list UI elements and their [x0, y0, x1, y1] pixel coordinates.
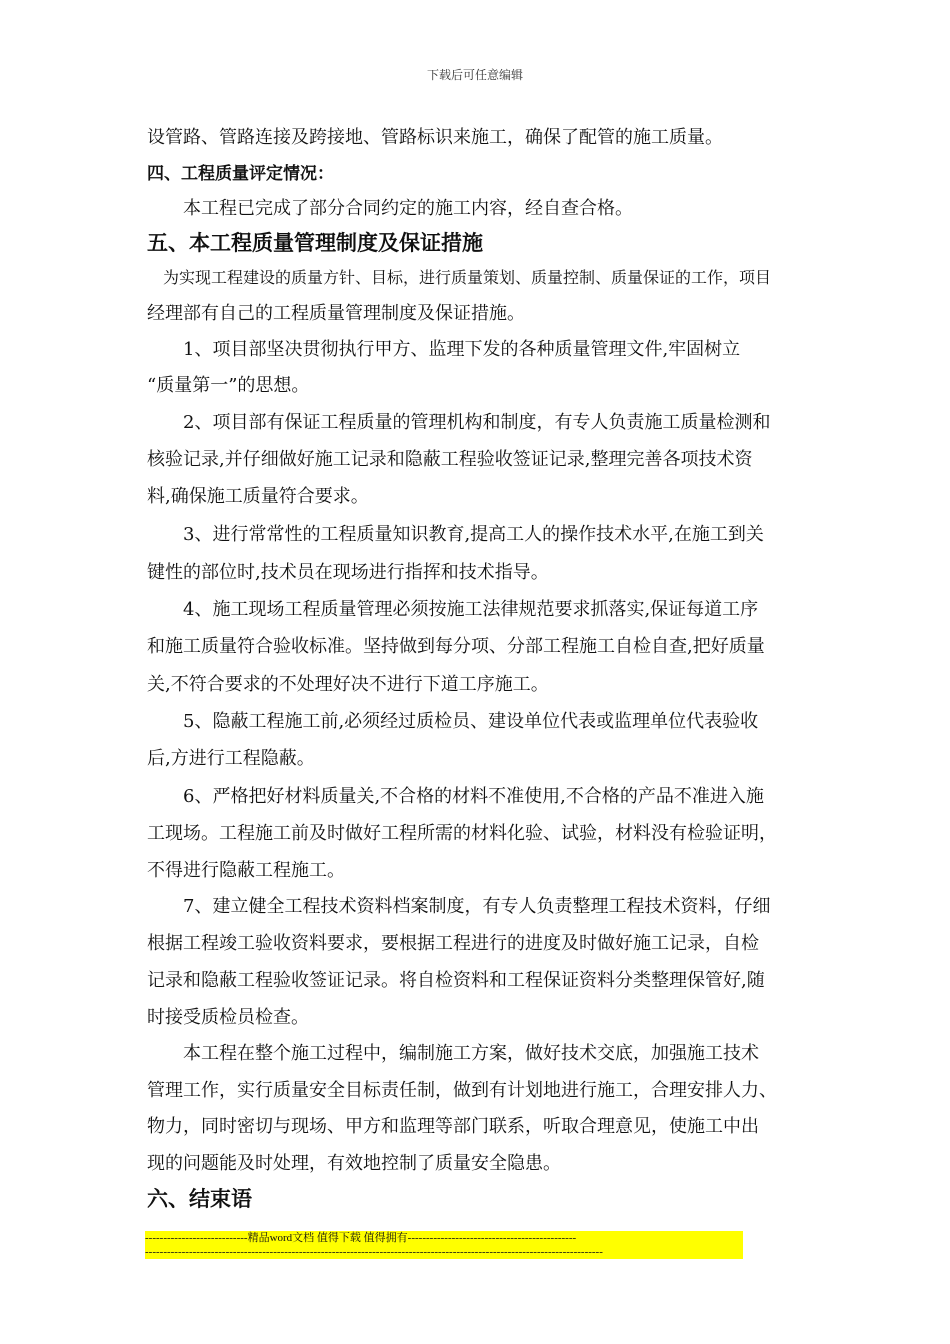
body-line: 工现场。工程施工前及时做好工程所需的材料化验、试验，材料没有检验证明，: [147, 823, 777, 844]
section-title: 五、本工程质量管理制度及保证措施: [147, 230, 483, 255]
list-item: 2、项目部有保证工程质量的管理机构和制度，有专人负责施工质量检测和: [147, 412, 771, 433]
body-line: “质量第一”的思想。: [147, 375, 310, 396]
footer-divider: -----------------------------------------------------------------------------------------------------------------------------: [145, 1245, 743, 1259]
body-line: 管理工作，实行质量安全目标责任制，做到有计划地进行施工，合理安排人力、: [147, 1080, 777, 1101]
page-header: 下载后可任意编辑: [426, 68, 523, 82]
body-line: 本工程在整个施工过程中，编制施工方案，做好技术交底，加强施工技术: [147, 1043, 759, 1064]
list-item: 1、项目部坚决贯彻执行甲方、监理下发的各种质量管理文件,牢固树立: [147, 339, 741, 360]
body-line: 经理部有自己的工程质量管理制度及保证措施。: [147, 303, 525, 324]
section-title: 六、结束语: [147, 1186, 252, 1211]
list-item: 6、严格把好材料质量关,不合格的材料不准使用,不合格的产品不准进入施: [147, 786, 764, 807]
body-line: 不得进行隐蔽工程施工。: [147, 860, 345, 881]
body-line: 设管路、管路连接及跨接地、管路标识来施工，确保了配管的施工质量。: [147, 127, 723, 148]
body-line: 后,方进行工程隐蔽。: [147, 748, 315, 769]
body-line: 键性的部位时,技术员在现场进行指挥和技术指导。: [147, 562, 549, 583]
body-line: 本工程已完成了部分合同约定的施工内容，经自查合格。: [147, 198, 633, 219]
body-line: 时接受质检员检查。: [147, 1007, 309, 1028]
body-line: 记录和隐蔽工程验收签证记录。将自检资料和工程保证资料分类整理保管好,随: [147, 970, 765, 991]
list-item: 5、隐蔽工程施工前,必须经过质检员、建设单位代表或监理单位代表验收: [147, 711, 759, 732]
body-line: 关,不符合要求的不处理好决不进行下道工序施工。: [147, 674, 549, 695]
body-line: 现的问题能及时处理，有效地控制了质量安全隐患。: [147, 1153, 561, 1174]
list-item: 7、建立健全工程技术资料档案制度，有专人负责整理工程技术资料，仔细: [147, 896, 771, 917]
list-item: 4、施工现场工程质量管理必须按施工法律规范要求抓落实,保证每道工序: [147, 599, 759, 620]
body-line: 为实现工程建设的质量方针、目标，进行质量策划、质量控制、质量保证的工作，项目: [147, 268, 772, 287]
section-heading: 四、工程质量评定情况：: [147, 164, 334, 184]
body-line: 根据工程竣工验收资料要求，要根据工程进行的进度及时做好施工记录，自检: [147, 933, 759, 954]
list-item: 3、进行常常性的工程质量知识教育,提高工人的操作技术水平,在施工到关: [147, 524, 764, 545]
body-line: 物力，同时密切与现场、甲方和监理等部门联系，听取合理意见，使施工中出: [147, 1116, 759, 1137]
body-line: 和施工质量符合验收标准。坚持做到每分项、分部工程施工自检自查,把好质量: [147, 636, 765, 657]
body-line: 料,确保施工质量符合要求。: [147, 486, 369, 507]
footer-banner: ----------------------------精品word文档 值得下载 值得拥有----------------------------------------------: [145, 1231, 743, 1245]
body-line: 核验记录,并仔细做好施工记录和隐蔽工程验收签证记录,整理完善各项技术资: [147, 449, 753, 470]
